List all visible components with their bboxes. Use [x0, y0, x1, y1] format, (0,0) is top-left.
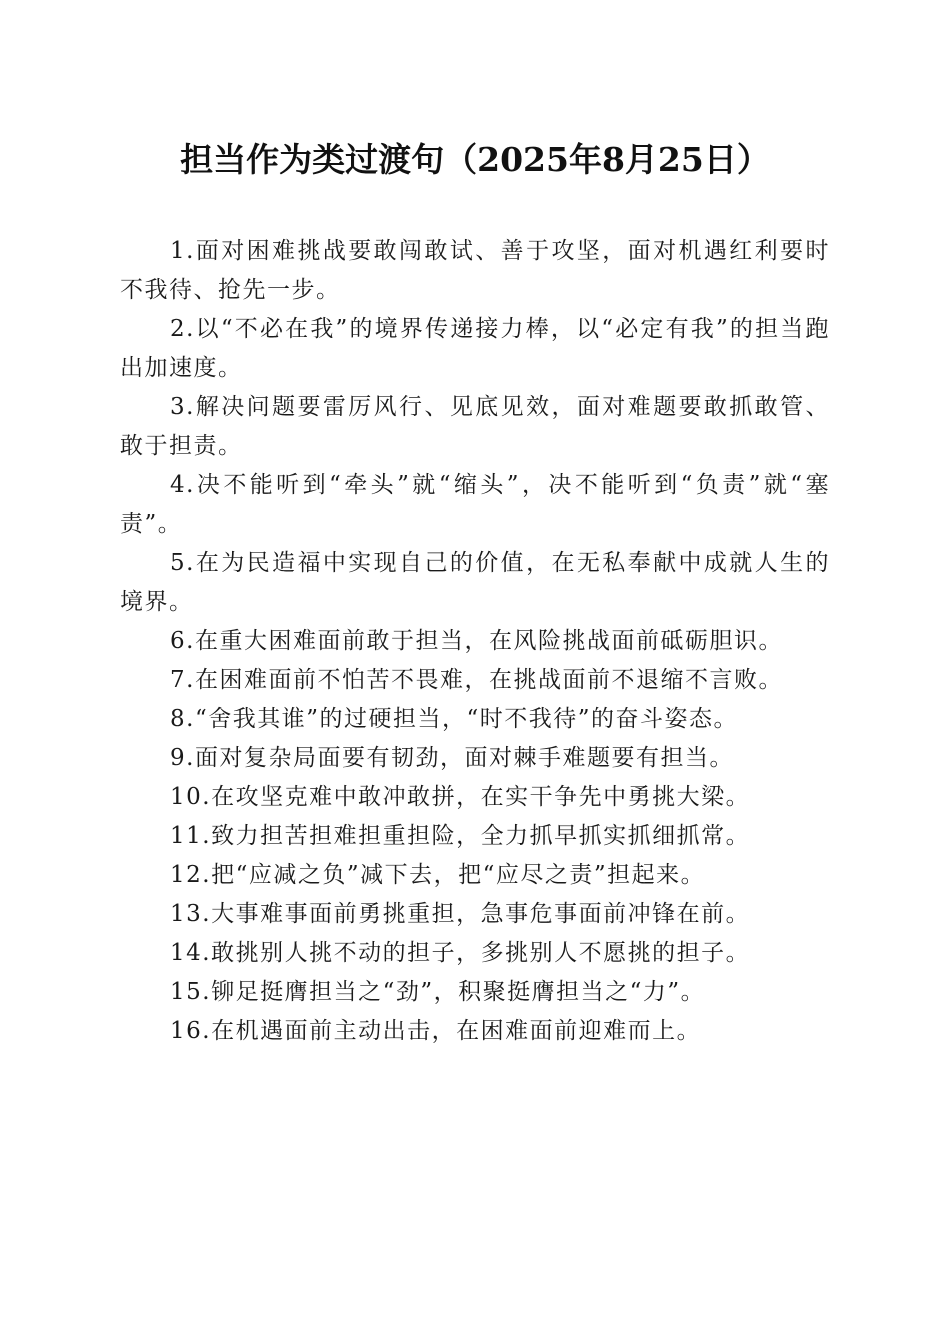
- list-item: 14.敢挑别人挑不动的担子，多挑别人不愿挑的担子。: [170, 940, 751, 966]
- list-item: 7.在困难面前不怕苦不畏难，在挑战面前不退缩不言败。: [170, 667, 783, 693]
- list-item: 2.以“不必在我”的境界传递接力棒，以“必定有我”的担当跑出加速度。: [120, 316, 830, 381]
- list-item: 3.解决问题要雷厉风行、见底见效，面对难题要敢抓敢管、敢于担责。: [120, 394, 830, 459]
- list-item: 10.在攻坚克难中敢冲敢拼，在实干争先中勇挑大梁。: [170, 784, 751, 810]
- list-item: 13.大事难事面前勇挑重担，急事危事面前冲锋在前。: [170, 901, 751, 927]
- list-item: 1.面对困难挑战要敢闯敢试、善于攻坚，面对机遇红利要时不我待、抢先一步。: [120, 238, 830, 303]
- list-item: 4.决不能听到“牵头”就“缩头”，决不能听到“负责”就“塞责”。: [120, 472, 830, 537]
- document-body: [120, 232, 830, 1051]
- list-item: 9.面对复杂局面要有韧劲，面对棘手难题要有担当。: [170, 745, 734, 771]
- document-title: 担当作为类过渡句（2025年8月25日）: [180, 140, 770, 179]
- list-item: 8.“舍我其谁”的过硬担当，“时不我待”的奋斗姿态。: [170, 706, 738, 732]
- list-item: 6.在重大困难面前敢于担当，在风险挑战面前砥砺胆识。: [170, 628, 783, 654]
- list-item: 5.在为民造福中实现自己的价值，在无私奉献中成就人生的境界。: [120, 550, 830, 615]
- list-item: 16.在机遇面前主动出击，在困难面前迎难而上。: [170, 1018, 702, 1044]
- list-item: 15.铆足挺膺担当之“劲”，积聚挺膺担当之“力”。: [170, 979, 706, 1005]
- list-item: 12.把“应减之负”减下去，把“应尽之责”担起来。: [170, 862, 706, 888]
- list-item: 11.致力担苦担难担重担险，全力抓早抓实抓细抓常。: [170, 823, 751, 849]
